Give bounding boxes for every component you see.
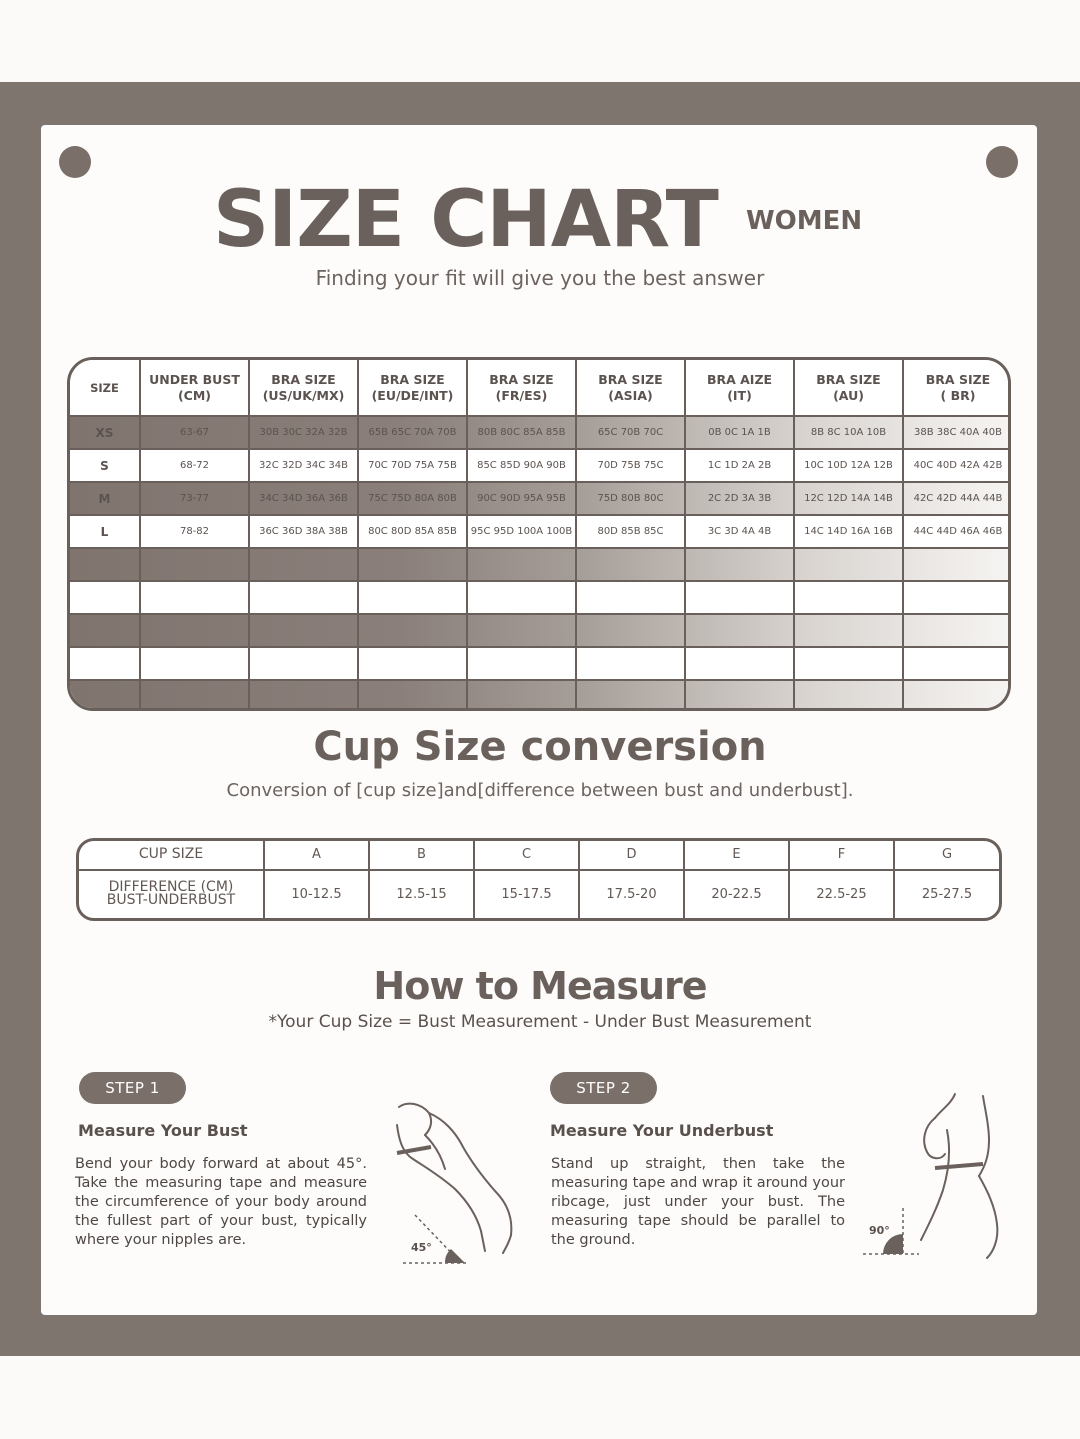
table-cell: 80C 80D 85A 85B xyxy=(358,515,467,548)
table-cell xyxy=(903,680,1011,711)
header-line: (US/UK/MX) xyxy=(262,387,345,403)
bending-body-icon xyxy=(385,1095,525,1265)
header-line: BRA AIZE xyxy=(706,371,773,387)
table-cell xyxy=(685,614,794,647)
table-row xyxy=(70,614,1011,647)
table-cell: 40C 40D 42A 42B xyxy=(903,449,1011,482)
table-row xyxy=(70,416,1011,449)
table-cell xyxy=(576,680,685,711)
difference-label xyxy=(79,870,264,918)
table-cell xyxy=(249,548,358,581)
table-row xyxy=(70,581,1011,614)
step2-angle-label: 90° xyxy=(869,1224,890,1237)
table-cell: 36C 36D 38A 38B xyxy=(249,515,358,548)
table-cell xyxy=(140,614,249,647)
table-cell xyxy=(358,581,467,614)
table-row xyxy=(70,515,1011,548)
table-cell xyxy=(358,680,467,711)
table-cell: 8B 8C 10A 10B xyxy=(794,416,903,449)
table-cell xyxy=(794,581,903,614)
cup-table xyxy=(76,838,1002,921)
header-line: UNDER BUST xyxy=(149,371,240,387)
table-cell xyxy=(70,680,140,711)
table-cell xyxy=(794,548,903,581)
table-cell xyxy=(685,581,794,614)
page-title: SIZE CHART xyxy=(213,175,718,265)
step1-text: Bend your body forward at about 45°. Take the measuring tape and measure the circumference of your body around the fullest part of your bust, typically where your nipples are. xyxy=(75,1156,367,1248)
table-cell: 12C 12D 14A 14B xyxy=(794,482,903,515)
table-cell xyxy=(467,581,576,614)
standing-body-icon xyxy=(855,1090,1005,1260)
table-cell: 63-67 xyxy=(140,416,249,449)
header-line: (IT) xyxy=(727,387,752,403)
table-cell xyxy=(794,614,903,647)
size-table-header xyxy=(70,360,1011,416)
right-pin-dot xyxy=(986,146,1018,178)
table-cell xyxy=(358,614,467,647)
size-table-header-cell xyxy=(140,360,249,416)
table-cell xyxy=(903,581,1011,614)
difference-label-line2: BUST-UNDERBUST xyxy=(106,892,236,909)
table-cell xyxy=(70,581,140,614)
table-cell xyxy=(249,680,358,711)
table-cell: 34C 34D 36A 36B xyxy=(249,482,358,515)
cup-difference-cell: 20-22.5 xyxy=(684,870,789,918)
cup-difference-cell: 17.5-20 xyxy=(579,870,684,918)
table-cell xyxy=(467,614,576,647)
table-cell xyxy=(140,647,249,680)
table-cell xyxy=(70,647,140,680)
cup-difference-cell: 22.5-25 xyxy=(789,870,894,918)
header-line: ( BR) xyxy=(940,387,976,403)
header-line: (CM) xyxy=(177,387,212,403)
table-cell: S xyxy=(70,449,140,482)
header-line: SIZE xyxy=(90,380,119,395)
table-cell: 44C 44D 46A 46B xyxy=(903,515,1011,548)
cup-table-grid xyxy=(79,841,999,918)
table-cell xyxy=(140,680,249,711)
header-line: BRA SIZE xyxy=(489,371,554,387)
table-cell xyxy=(249,647,358,680)
step2-text: Stand up straight, then take the measuring tape and wrap it around your ribcage, just under your bust. The measuring tape should be parallel to the ground. xyxy=(551,1156,845,1248)
table-cell: 14C 14D 16A 16B xyxy=(794,515,903,548)
table-row xyxy=(70,647,1011,680)
step1-heading: Measure Your Bust xyxy=(78,1121,248,1140)
table-cell: 75D 80B 80C xyxy=(576,482,685,515)
cup-difference-cell: 12.5-15 xyxy=(369,870,474,918)
step2-heading: Measure Your Underbust xyxy=(550,1121,774,1140)
table-cell xyxy=(70,548,140,581)
measure-subtitle: *Your Cup Size = Bust Measurement - Under Bust Measurement xyxy=(268,1012,812,1032)
table-cell xyxy=(903,647,1011,680)
cup-title: Cup Size conversion xyxy=(313,724,767,770)
table-cell: 2C 2D 3A 3B xyxy=(685,482,794,515)
table-cell xyxy=(685,647,794,680)
difference-row xyxy=(79,870,999,918)
table-cell xyxy=(358,647,467,680)
table-cell: 85C 85D 90A 90B xyxy=(467,449,576,482)
step1-angle-label: 45° xyxy=(411,1241,432,1254)
cup-letter-cell: B xyxy=(369,841,474,870)
cup-letter-cell: D xyxy=(579,841,684,870)
table-row xyxy=(70,449,1011,482)
header-line: (FR/ES) xyxy=(495,387,548,403)
cup-difference-cell: 15-17.5 xyxy=(474,870,579,918)
cup-difference-cell: 10-12.5 xyxy=(264,870,369,918)
table-cell: 68-72 xyxy=(140,449,249,482)
table-cell: 65B 65C 70A 70B xyxy=(358,416,467,449)
size-table xyxy=(67,357,1011,711)
table-cell: 3C 3D 4A 4B xyxy=(685,515,794,548)
table-cell: 90C 90D 95A 95B xyxy=(467,482,576,515)
size-table-header-cell xyxy=(70,360,140,416)
cup-letter-cell: G xyxy=(894,841,999,870)
cup-row xyxy=(79,841,999,870)
table-row xyxy=(70,482,1011,515)
table-row xyxy=(70,548,1011,581)
table-cell: 80D 85B 85C xyxy=(576,515,685,548)
header-line: BRA SIZE xyxy=(380,371,445,387)
table-cell: 78-82 xyxy=(140,515,249,548)
size-table-grid xyxy=(70,360,1011,711)
table-cell xyxy=(685,548,794,581)
table-cell: 65C 70B 70C xyxy=(576,416,685,449)
size-table-header-cell xyxy=(685,360,794,416)
table-cell: 32C 32D 34C 34B xyxy=(249,449,358,482)
cup-difference-cell: 25-27.5 xyxy=(894,870,999,918)
table-cell: M xyxy=(70,482,140,515)
cup-letter-cell: E xyxy=(684,841,789,870)
size-table-header-cell xyxy=(467,360,576,416)
size-table-header-cell xyxy=(358,360,467,416)
cup-letter-cell: A xyxy=(264,841,369,870)
table-cell: XS xyxy=(70,416,140,449)
cup-size-label: CUP SIZE xyxy=(79,841,264,870)
table-cell xyxy=(576,647,685,680)
left-pin-dot xyxy=(59,146,91,178)
size-table-header-cell xyxy=(576,360,685,416)
step1-badge: STEP 1 xyxy=(79,1072,186,1104)
header-line: (EU/DE/INT) xyxy=(371,387,454,403)
header-line: BRA SIZE xyxy=(598,371,663,387)
header-line: BRA SIZE xyxy=(816,371,881,387)
table-cell xyxy=(576,548,685,581)
size-table-header-cell xyxy=(249,360,358,416)
table-cell xyxy=(140,581,249,614)
table-cell: 73-77 xyxy=(140,482,249,515)
header-line: BRA SIZE xyxy=(271,371,336,387)
table-cell xyxy=(249,614,358,647)
table-cell xyxy=(358,548,467,581)
step2-badge: STEP 2 xyxy=(550,1072,657,1104)
table-cell xyxy=(794,680,903,711)
table-cell xyxy=(685,680,794,711)
table-cell: 10C 10D 12A 12B xyxy=(794,449,903,482)
table-cell xyxy=(576,581,685,614)
table-cell xyxy=(467,680,576,711)
table-cell: 38B 38C 40A 40B xyxy=(903,416,1011,449)
table-cell: 95C 95D 100A 100B xyxy=(467,515,576,548)
table-cell: L xyxy=(70,515,140,548)
table-cell xyxy=(794,647,903,680)
table-row xyxy=(70,680,1011,711)
measure-title: How to Measure xyxy=(373,964,707,1008)
table-cell xyxy=(467,647,576,680)
table-cell: 80B 80C 85A 85B xyxy=(467,416,576,449)
header-line: (AU) xyxy=(833,387,864,403)
audience-tag: WOMEN xyxy=(746,206,863,236)
table-cell: 70D 75B 75C xyxy=(576,449,685,482)
table-cell xyxy=(467,548,576,581)
size-table-header-cell xyxy=(794,360,903,416)
cup-letter-cell: C xyxy=(474,841,579,870)
header-line: (ASIA) xyxy=(608,387,653,403)
page-subtitle: Finding your fit will give you the best answer xyxy=(315,266,765,290)
table-cell: 75C 75D 80A 80B xyxy=(358,482,467,515)
table-cell xyxy=(70,614,140,647)
table-cell xyxy=(903,614,1011,647)
table-cell: 1C 1D 2A 2B xyxy=(685,449,794,482)
cup-letter-cell: F xyxy=(789,841,894,870)
difference-label-line1: DIFFERENCE (CM) xyxy=(108,879,234,896)
header-line: BRA SIZE xyxy=(925,371,991,387)
table-cell: 30B 30C 32A 32B xyxy=(249,416,358,449)
table-cell: 42C 42D 44A 44B xyxy=(903,482,1011,515)
table-cell: 0B 0C 1A 1B xyxy=(685,416,794,449)
table-cell xyxy=(576,614,685,647)
cup-subtitle: Conversion of [cup size]and[difference between bust and underbust]. xyxy=(226,780,854,801)
table-cell: 70C 70D 75A 75B xyxy=(358,449,467,482)
table-cell xyxy=(249,581,358,614)
table-cell xyxy=(903,548,1011,581)
table-cell xyxy=(140,548,249,581)
size-table-header-cell xyxy=(903,360,1011,416)
